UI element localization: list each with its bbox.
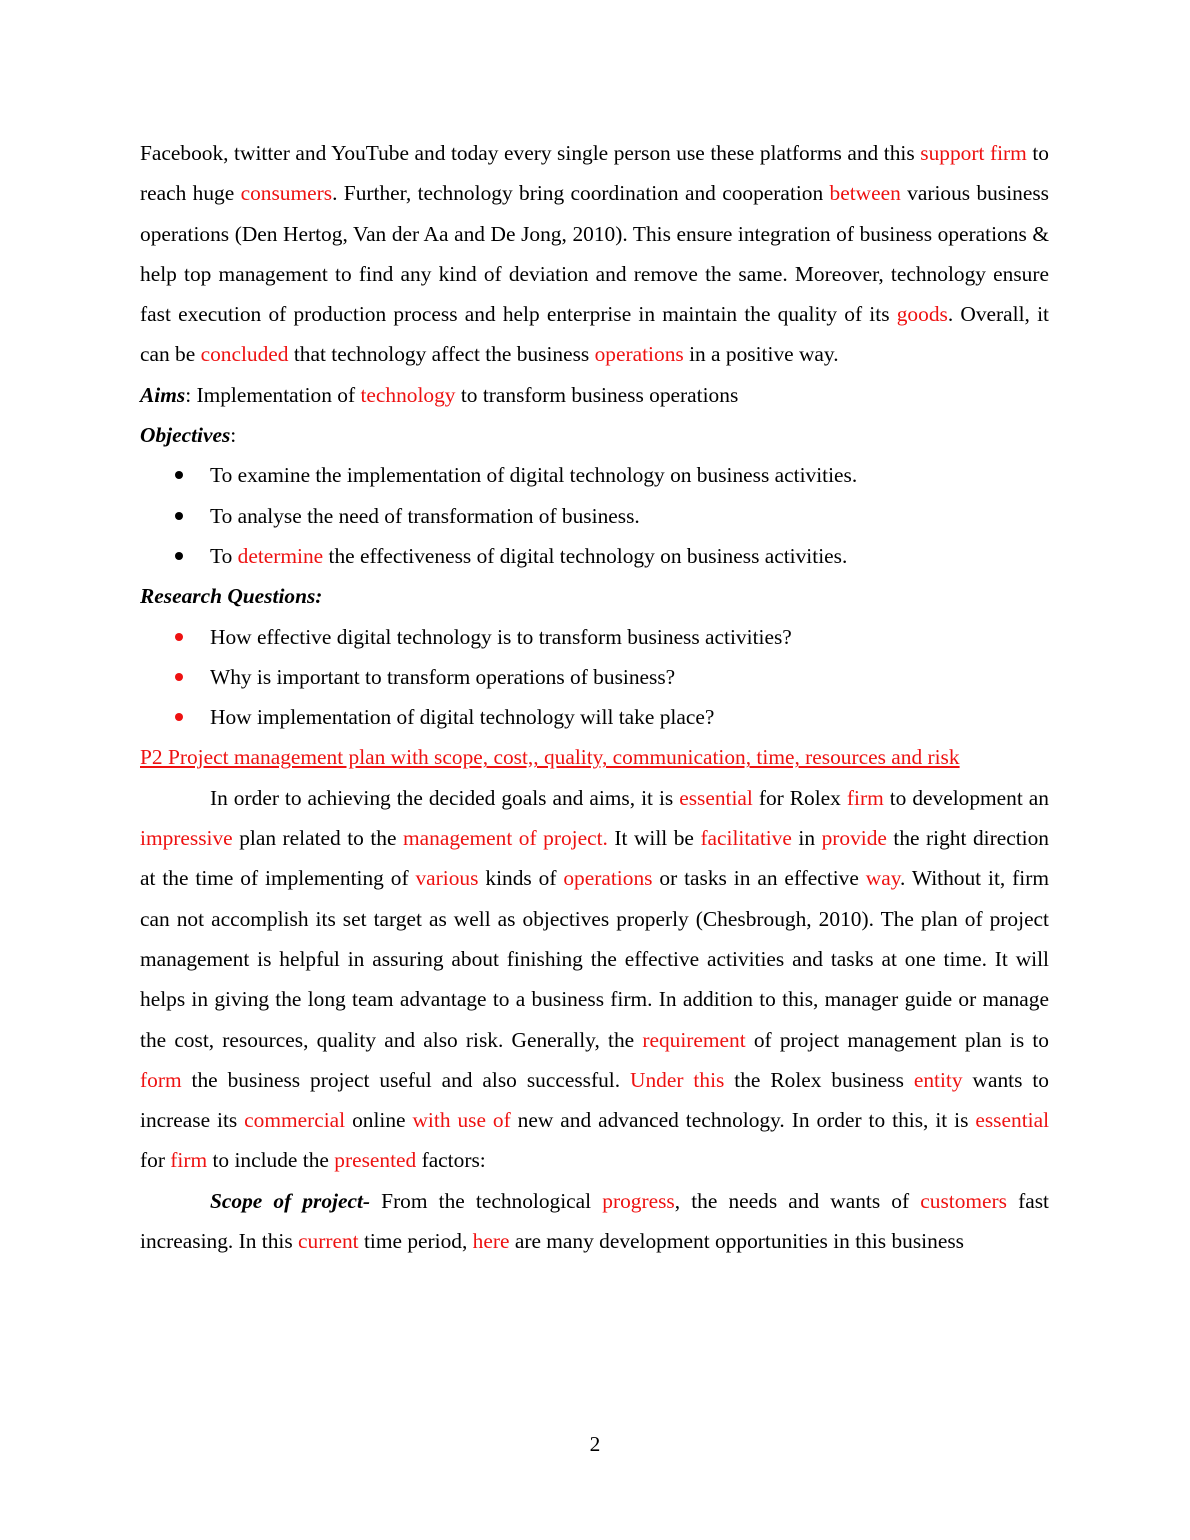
scope-paragraph: Scope of project- From the technological progress, the needs and wants of customers fast increasing. In this current time period, here are many development opportunities in this business (140, 1188, 1049, 1254)
highlight: presented (334, 1148, 417, 1173)
highlight: here (472, 1229, 510, 1254)
highlight: current (298, 1229, 359, 1254)
highlight: firm (170, 1148, 208, 1173)
highlight: operations (594, 342, 684, 367)
highlight: essential (679, 785, 753, 810)
highlight: firm (846, 785, 884, 810)
highlight: progress (602, 1188, 675, 1213)
highlight: management of project. (403, 826, 608, 851)
highlight: way (865, 866, 900, 891)
highlight: essential (975, 1108, 1050, 1133)
highlight: Under this (630, 1067, 725, 1092)
highlight: provide (821, 826, 887, 851)
highlight: between (829, 181, 901, 206)
p2-section-heading: P2 Project management plan with scope, cost,, quality, communication, time, resources and risk (140, 745, 960, 770)
list-item: How effective digital technology is to transform business activities? (140, 617, 1049, 657)
bullet-icon (175, 552, 183, 560)
list-item: Why is important to transform operations of business? (140, 657, 1049, 697)
highlight: consumers (240, 181, 333, 206)
plan-paragraph: In order to achieving the decided goals and aims, it is essential for Rolex firm to development an impressive plan related to the management of project. It will be facilitative in provide the right direction at the time of implementing of various kinds of operations or tasks in an effective way. Without it, firm can not accomplish its set target as well as objectives properly (Chesbrough, 2010). The plan of project management is helpful in assuring about finishing the effective activities and tasks at one time. It will helps in giving the long team advantage to a business firm. In addition to this, manager guide or manage the cost, resources, quality and also risk. Generally, the requirement of project management plan is to form the business project useful and also successful. Under this the Rolex business entity wants to increase its commercial online with use of new and advanced technology. In order to this, it is essential for firm to include the presented factors: (140, 785, 1050, 1173)
bullet-icon (175, 713, 183, 721)
objectives-list (140, 455, 1049, 576)
scope-label: Scope of project- (210, 1188, 371, 1213)
highlight: impressive (140, 826, 233, 851)
bullet-icon (175, 512, 183, 520)
highlight: customers (920, 1188, 1007, 1213)
list-item: To determine the effectiveness of digital technology on business activities. (140, 536, 1049, 576)
bullet-icon (175, 471, 183, 479)
list-item: To examine the implementation of digital technology on business activities. (140, 455, 1049, 495)
highlight: concluded (200, 342, 289, 367)
highlight: operations (563, 866, 653, 891)
research-questions-list (140, 617, 1049, 738)
highlight: various (415, 866, 479, 891)
intro-paragraph: Facebook, twitter and YouTube and today every single person use these platforms and this support firm to reach huge consumers. Further, technology bring coordination and cooperation between various business operations (Den Hertog, Van der Aa and De Jong, 2010). This ensure integration of business operations & help top management to find any kind of deviation and remove the same. Moreover, technology ensure fast execution of production process and help enterprise in maintain the quality of its goods. Overall, it can be concluded that technology affect the business operations in a positive way. (140, 141, 1049, 367)
highlight: facilitative (700, 826, 792, 851)
list-item: How implementation of digital technology will take place? (140, 697, 1049, 737)
bullet-icon (175, 633, 183, 641)
highlight: goods (896, 302, 948, 327)
aims-label: Aims (140, 382, 186, 407)
objectives-heading: Objectives: (140, 423, 237, 448)
highlight: commercial (244, 1108, 346, 1133)
highlight: form (140, 1067, 182, 1092)
highlight: support firm (920, 141, 1027, 165)
highlight: requirement (642, 1027, 746, 1052)
objectives-label: Objectives (140, 423, 231, 448)
highlight: technology (360, 382, 456, 407)
page-body (140, 133, 1049, 1261)
page-number: 2 (589, 1432, 601, 1456)
bullet-icon (175, 673, 183, 681)
highlight: entity (913, 1067, 963, 1092)
aims-line: Aims: Implementation of technology to transform business operations (140, 382, 739, 407)
research-questions-heading: Research Questions: (140, 584, 323, 609)
list-item: To analyse the need of transformation of business. (140, 496, 1049, 536)
highlight: determine (237, 543, 324, 568)
highlight: with use of (412, 1108, 518, 1133)
